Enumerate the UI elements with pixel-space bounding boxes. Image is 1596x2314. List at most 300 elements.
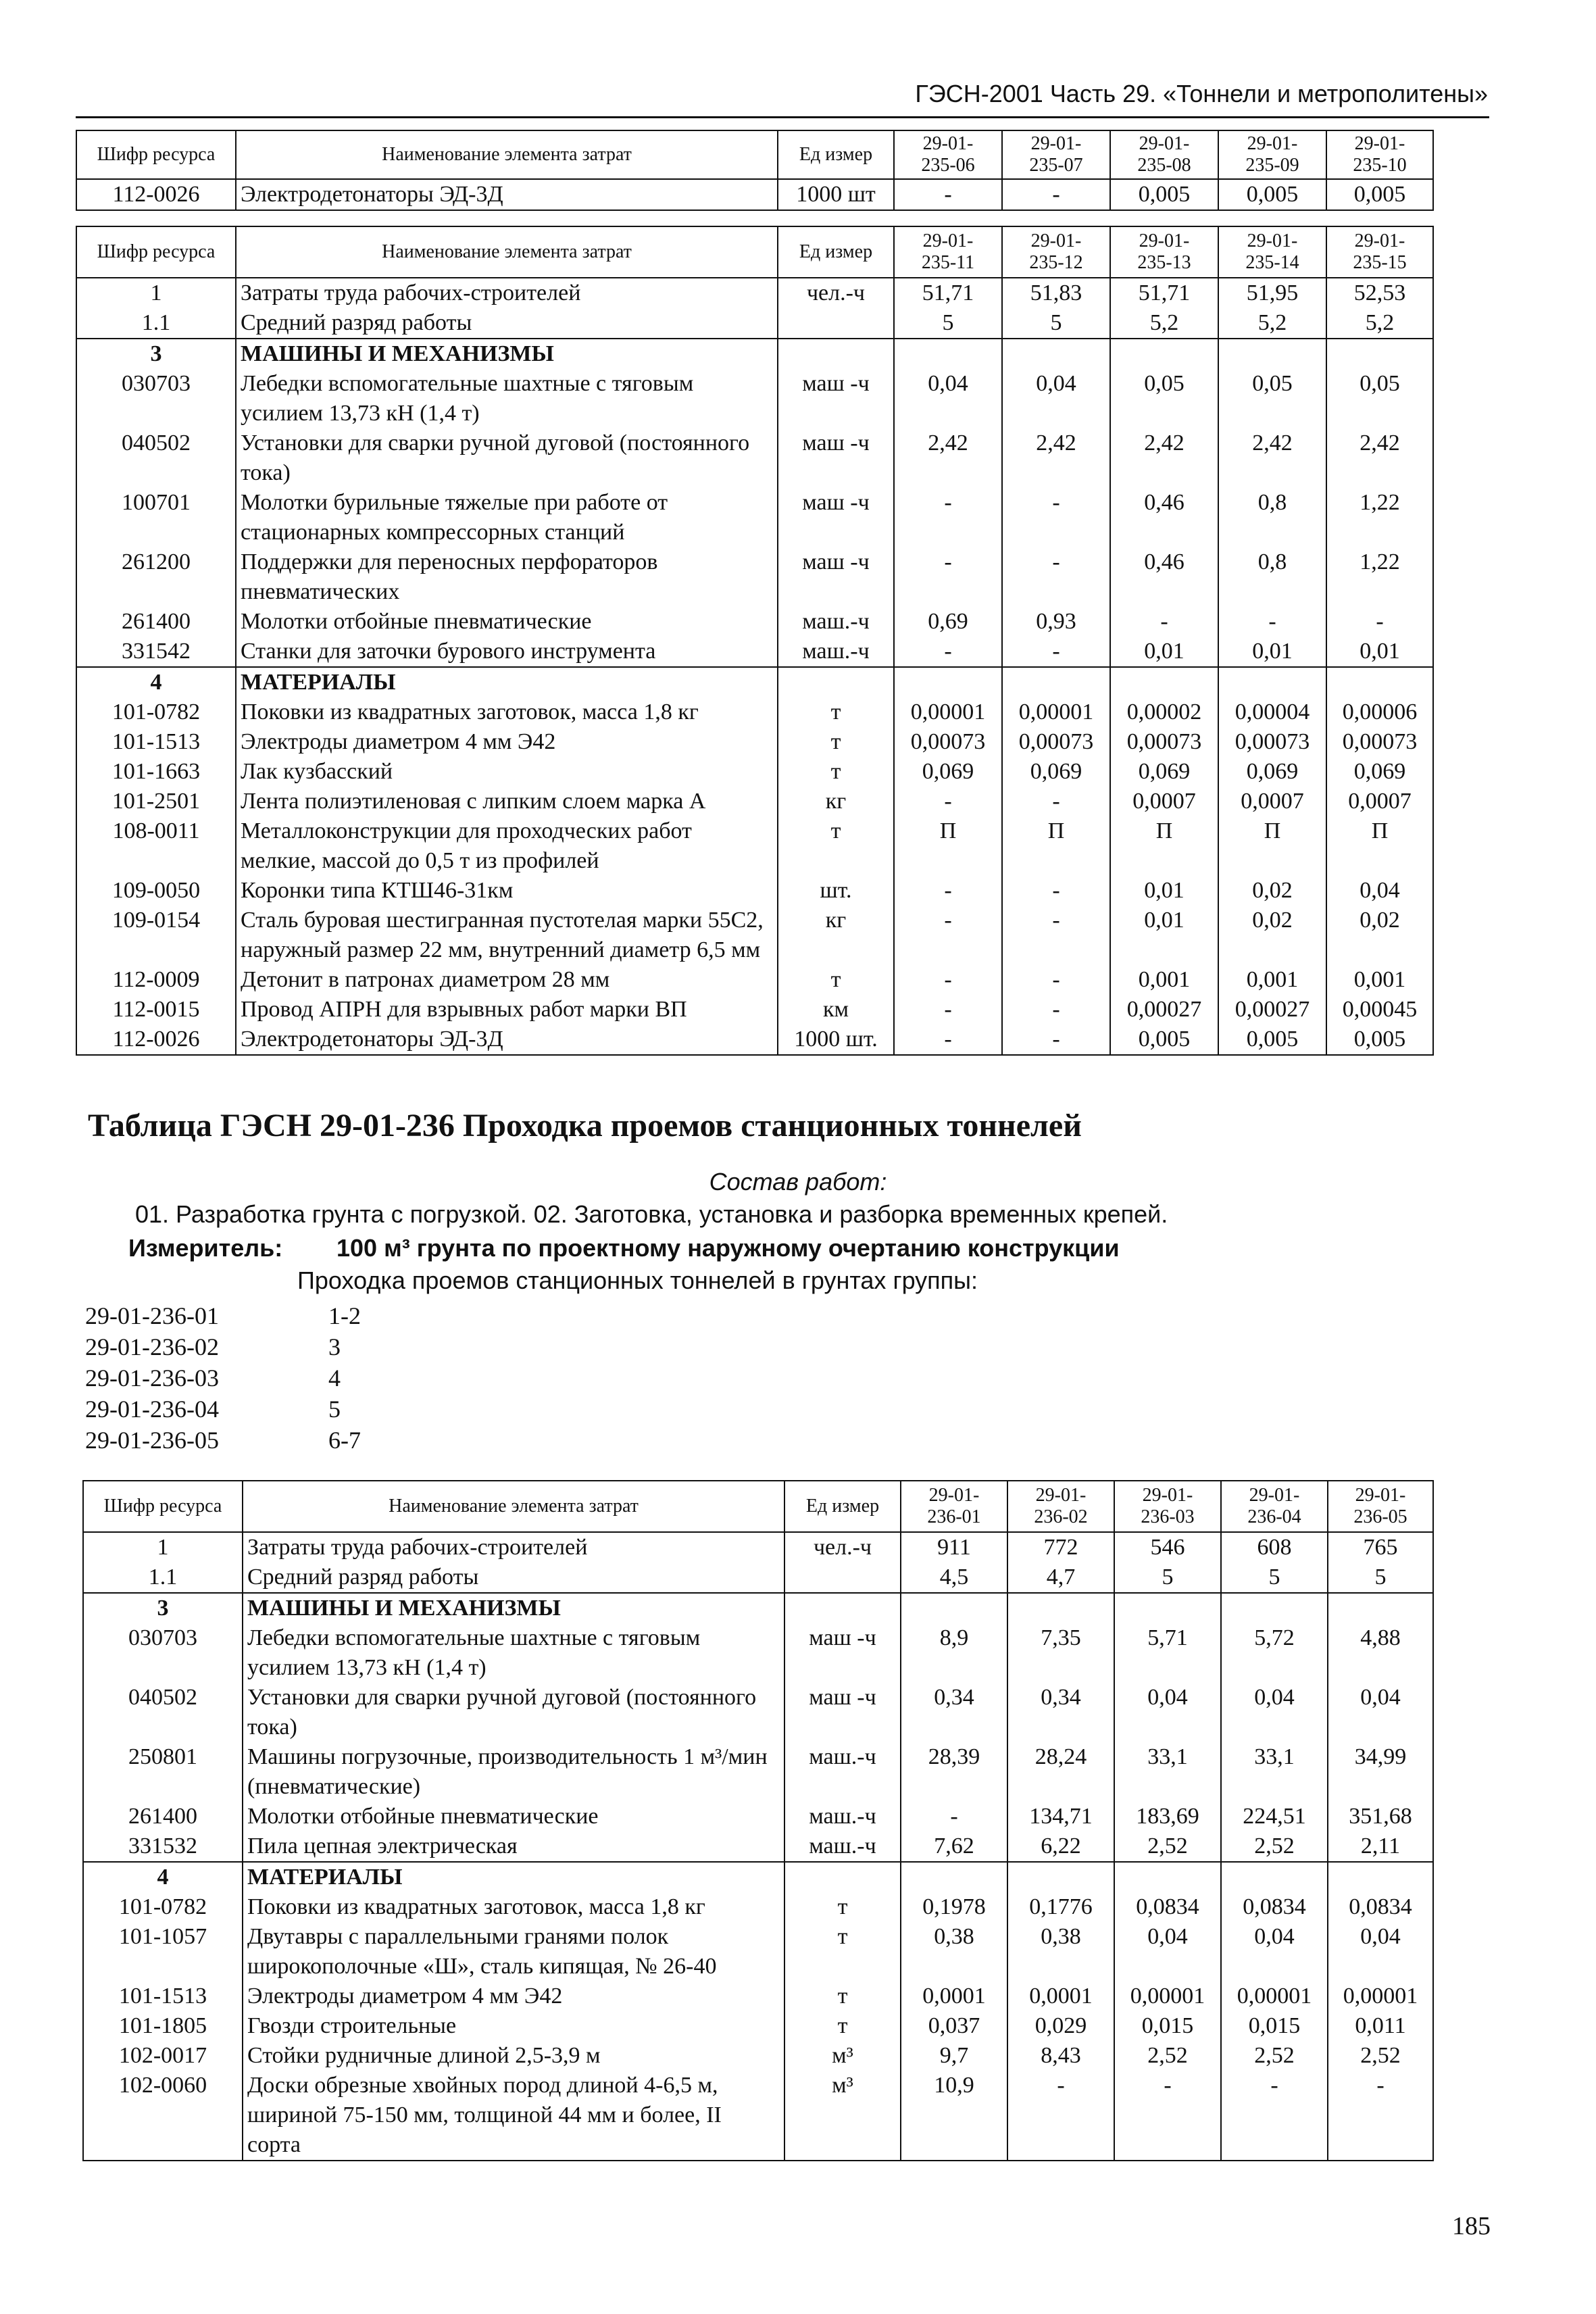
- value-cell: -: [894, 547, 1002, 607]
- value-cell: 34,99: [1328, 1742, 1433, 1802]
- table-row: [76, 278, 1433, 308]
- cost-item-name: Электродетонаторы ЭД-3Д: [236, 179, 778, 210]
- value-cell: 0,0007: [1326, 787, 1433, 816]
- value-cell: 5: [1114, 1562, 1221, 1593]
- cost-item-name: Гвозди строительные: [243, 2011, 784, 2041]
- unit: кг: [778, 787, 894, 816]
- cost-item-name: Средний разряд работы: [243, 1562, 784, 1593]
- resource-code: 1.1: [76, 308, 236, 339]
- unit: маш.-ч: [778, 607, 894, 637]
- column-header: 29-01- 235-08: [1110, 130, 1218, 179]
- value-cell: [1110, 667, 1218, 697]
- resource-code: 030703: [76, 369, 236, 428]
- cost-item-name: Молотки отбойные пневматические: [243, 1802, 784, 1831]
- table-row: [83, 1623, 1433, 1683]
- value-cell: -: [1218, 607, 1326, 637]
- unit: кг: [778, 906, 894, 965]
- cost-item-name: Затраты труда рабочих-строителей: [236, 278, 778, 308]
- resource-code: 112-0015: [76, 995, 236, 1025]
- value-cell: 0,001: [1110, 965, 1218, 995]
- table-row: [76, 667, 1433, 697]
- norm-code: 29-01-236-01: [85, 1302, 219, 1329]
- cost-item-name: Установки для сварки ручной дуговой (постоянного тока): [236, 428, 778, 488]
- value-cell: 546: [1114, 1532, 1221, 1562]
- value-cell: 4,5: [901, 1562, 1007, 1593]
- value-cell: 0,00004: [1218, 697, 1326, 727]
- table-header-row: [83, 1481, 1433, 1532]
- value-cell: 0,04: [1114, 1922, 1221, 1981]
- value-cell: 5,2: [1110, 308, 1218, 339]
- value-cell: 0,069: [894, 757, 1002, 787]
- value-cell: 5,72: [1221, 1623, 1328, 1683]
- table-row: [76, 369, 1433, 428]
- value-cell: 0,0834: [1221, 1892, 1328, 1922]
- value-cell: 5: [1328, 1562, 1433, 1593]
- table-row: [76, 816, 1433, 876]
- value-cell: 28,24: [1007, 1742, 1114, 1802]
- column-header: 29-01- 235-15: [1326, 226, 1433, 278]
- unit: [778, 339, 894, 369]
- value-cell: 7,62: [901, 1831, 1007, 1862]
- unit: т: [784, 1922, 901, 1981]
- value-cell: 5,2: [1326, 308, 1433, 339]
- resource-code: 112-0026: [76, 1025, 236, 1055]
- table-row: [83, 1532, 1433, 1562]
- value-cell: П: [894, 816, 1002, 876]
- value-cell: 0,069: [1218, 757, 1326, 787]
- value-cell: 2,42: [1326, 428, 1433, 488]
- unit: маш.-ч: [778, 637, 894, 667]
- value-cell: 0,01: [1110, 906, 1218, 965]
- value-cell: 51,71: [1110, 278, 1218, 308]
- cost-item-name: Лента полиэтиленовая с липким слоем марка А: [236, 787, 778, 816]
- table-row: [76, 1025, 1433, 1055]
- value-cell: -: [1007, 2071, 1114, 2161]
- cost-item-name: Установки для сварки ручной дуговой (постоянного тока): [243, 1683, 784, 1742]
- column-header: 29-01- 236-01: [901, 1481, 1007, 1532]
- value-cell: 0,001: [1326, 965, 1433, 995]
- table-row: [76, 488, 1433, 547]
- ground-group: 3: [328, 1333, 341, 1360]
- value-cell: 0,005: [1218, 179, 1326, 210]
- value-cell: 0,01: [1110, 876, 1218, 906]
- column-header: 29-01- 236-03: [1114, 1481, 1221, 1532]
- value-cell: 8,9: [901, 1623, 1007, 1683]
- resource-code: 040502: [83, 1683, 243, 1742]
- value-cell: -: [894, 906, 1002, 965]
- value-cell: 9,7: [901, 2041, 1007, 2071]
- value-cell: 0,00073: [1326, 727, 1433, 757]
- ground-group: 5: [328, 1396, 341, 1423]
- column-header: 29-01- 235-07: [1002, 130, 1110, 179]
- value-cell: -: [894, 179, 1002, 210]
- column-header: Наименование элемента затрат: [236, 226, 778, 278]
- resource-code: 109-0154: [76, 906, 236, 965]
- value-cell: [1007, 1862, 1114, 1892]
- value-cell: 0,02: [1218, 876, 1326, 906]
- value-cell: 0,00001: [894, 697, 1002, 727]
- value-cell: -: [1002, 995, 1110, 1025]
- value-cell: 0,34: [901, 1683, 1007, 1742]
- value-cell: 0,011: [1328, 2011, 1433, 2041]
- code-group-list: [85, 1300, 361, 1456]
- column-header: 29-01- 235-11: [894, 226, 1002, 278]
- value-cell: -: [1326, 607, 1433, 637]
- value-cell: 183,69: [1114, 1802, 1221, 1831]
- unit: маш.-ч: [784, 1831, 901, 1862]
- value-cell: 0,34: [1007, 1683, 1114, 1742]
- column-header: 29-01- 235-14: [1218, 226, 1326, 278]
- value-cell: -: [1002, 179, 1110, 210]
- meter-label: Измеритель:: [128, 1234, 283, 1262]
- value-cell: 2,52: [1114, 1831, 1221, 1862]
- value-cell: 5: [1002, 308, 1110, 339]
- value-cell: 0,04: [894, 369, 1002, 428]
- code-group-item: [85, 1362, 361, 1394]
- value-cell: -: [1002, 1025, 1110, 1055]
- value-cell: 51,95: [1218, 278, 1326, 308]
- resource-code: 101-0782: [76, 697, 236, 727]
- value-cell: 2,52: [1328, 2041, 1433, 2071]
- value-cell: -: [1002, 547, 1110, 607]
- column-header: Ед измер: [778, 130, 894, 179]
- column-header: Шифр ресурса: [76, 226, 236, 278]
- value-cell: 0,00073: [1110, 727, 1218, 757]
- table-row: [76, 339, 1433, 369]
- column-header: 29-01- 236-05: [1328, 1481, 1433, 1532]
- value-cell: 0,05: [1218, 369, 1326, 428]
- unit: т: [778, 816, 894, 876]
- cost-item-name: МАШИНЫ И МЕХАНИЗМЫ: [236, 339, 778, 369]
- cost-item-name: Молотки отбойные пневматические: [236, 607, 778, 637]
- cost-item-name: Электроды диаметром 4 мм Э42: [243, 1981, 784, 2011]
- unit: маш -ч: [778, 547, 894, 607]
- value-cell: 0,04: [1328, 1922, 1433, 1981]
- value-cell: -: [894, 488, 1002, 547]
- value-cell: 2,42: [1002, 428, 1110, 488]
- column-header: Ед измер: [778, 226, 894, 278]
- unit: [778, 308, 894, 339]
- unit: 1000 шт.: [778, 1025, 894, 1055]
- unit: км: [778, 995, 894, 1025]
- ground-group: 6-7: [328, 1427, 361, 1454]
- resource-code: 250801: [83, 1742, 243, 1802]
- value-cell: [894, 667, 1002, 697]
- resource-code: 4: [83, 1862, 243, 1892]
- cost-item-name: Поковки из квадратных заготовок, масса 1,8 кг: [243, 1892, 784, 1922]
- value-cell: 51,83: [1002, 278, 1110, 308]
- value-cell: -: [1002, 787, 1110, 816]
- unit: м³: [784, 2071, 901, 2161]
- cost-item-name: МАТЕРИАЛЫ: [243, 1862, 784, 1892]
- value-cell: 0,1776: [1007, 1892, 1114, 1922]
- resource-code: 3: [83, 1593, 243, 1623]
- value-cell: -: [894, 995, 1002, 1025]
- resource-code: 3: [76, 339, 236, 369]
- resource-code: 1.1: [83, 1562, 243, 1593]
- value-cell: -: [1002, 637, 1110, 667]
- value-cell: 0,38: [1007, 1922, 1114, 1981]
- unit: [784, 1593, 901, 1623]
- value-cell: [1114, 1862, 1221, 1892]
- table-row: [83, 1892, 1433, 1922]
- unit: чел.-ч: [784, 1532, 901, 1562]
- resource-table-235-06-10: [76, 130, 1434, 211]
- resource-code: 331542: [76, 637, 236, 667]
- column-header: Шифр ресурса: [76, 130, 236, 179]
- value-cell: [1221, 1862, 1328, 1892]
- unit: т: [784, 2011, 901, 2041]
- cost-item-name: МАТЕРИАЛЫ: [236, 667, 778, 697]
- value-cell: 0,01: [1110, 637, 1218, 667]
- code-group-item: [85, 1331, 361, 1362]
- cost-item-name: Электродетонаторы ЭД-3Д: [236, 1025, 778, 1055]
- resource-code: 112-0026: [76, 179, 236, 210]
- value-cell: [1328, 1593, 1433, 1623]
- value-cell: 0,00073: [1218, 727, 1326, 757]
- resource-code: 101-1805: [83, 2011, 243, 2041]
- value-cell: [1218, 667, 1326, 697]
- value-cell: -: [894, 787, 1002, 816]
- value-cell: -: [894, 965, 1002, 995]
- table-row: [83, 1802, 1433, 1831]
- cost-item-name: Затраты труда рабочих-строителей: [243, 1532, 784, 1562]
- value-cell: 0,04: [1221, 1922, 1328, 1981]
- norm-code: 29-01-236-04: [85, 1396, 219, 1423]
- cost-item-name: МАШИНЫ И МЕХАНИЗМЫ: [243, 1593, 784, 1623]
- value-cell: 0,069: [1326, 757, 1433, 787]
- table-row: [83, 1593, 1433, 1623]
- column-header: Ед измер: [784, 1481, 901, 1532]
- unit: шт.: [778, 876, 894, 906]
- value-cell: 0,0834: [1328, 1892, 1433, 1922]
- value-cell: 8,43: [1007, 2041, 1114, 2071]
- column-header: 29-01- 236-04: [1221, 1481, 1328, 1532]
- value-cell: 0,46: [1110, 488, 1218, 547]
- resource-code: 261200: [76, 547, 236, 607]
- resource-code: 1: [83, 1532, 243, 1562]
- value-cell: -: [1002, 906, 1110, 965]
- running-header: ГЭСН-2001 Часть 29. «Тоннели и метрополитены»: [915, 80, 1488, 107]
- value-cell: 2,11: [1328, 1831, 1433, 1862]
- table-row: [76, 787, 1433, 816]
- cost-item-name: Станки для заточки бурового инструмента: [236, 637, 778, 667]
- value-cell: 0,05: [1110, 369, 1218, 428]
- table-row: [83, 2071, 1433, 2161]
- cost-item-name: Доски обрезные хвойных пород длиной 4-6,5 м, шириной 75-150 мм, толщиной 44 мм и более, II сорта: [243, 2071, 784, 2161]
- norm-code: 29-01-236-05: [85, 1427, 219, 1454]
- value-cell: 5,71: [1114, 1623, 1221, 1683]
- value-cell: 0,00073: [894, 727, 1002, 757]
- value-cell: 2,52: [1114, 2041, 1221, 2071]
- resource-code: 102-0060: [83, 2071, 243, 2161]
- unit: т: [778, 965, 894, 995]
- value-cell: 0,00073: [1002, 727, 1110, 757]
- value-cell: [1326, 667, 1433, 697]
- table-row: [83, 1922, 1433, 1981]
- table-row: [76, 607, 1433, 637]
- cost-item-name: Металлоконструкции для проходческих работ мелкие, массой до 0,5 т из профилей: [236, 816, 778, 876]
- composition-text: 01. Разработка грунта с погрузкой. 02. Заготовка, установка и разборка временных крепей.: [135, 1200, 1168, 1228]
- value-cell: П: [1002, 816, 1110, 876]
- cost-item-name: Средний разряд работы: [236, 308, 778, 339]
- table-row: [76, 995, 1433, 1025]
- cost-item-name: Лебедки вспомогательные шахтные с тяговым усилием 13,73 кН (1,4 т): [236, 369, 778, 428]
- norm-code: 29-01-236-03: [85, 1364, 219, 1392]
- table-row: [83, 1742, 1433, 1802]
- value-cell: [1114, 1593, 1221, 1623]
- value-cell: 0,38: [901, 1922, 1007, 1981]
- value-cell: 0,00002: [1110, 697, 1218, 727]
- value-cell: 5,2: [1218, 308, 1326, 339]
- unit: [784, 1862, 901, 1892]
- value-cell: 0,00027: [1110, 995, 1218, 1025]
- value-cell: 0,04: [1002, 369, 1110, 428]
- value-cell: [1007, 1593, 1114, 1623]
- column-header: Наименование элемента затрат: [243, 1481, 784, 1532]
- value-cell: 0,02: [1218, 906, 1326, 965]
- resource-code: 101-0782: [83, 1892, 243, 1922]
- value-cell: 0,0007: [1110, 787, 1218, 816]
- value-cell: 0,8: [1218, 547, 1326, 607]
- cost-item-name: Пила цепная электрическая: [243, 1831, 784, 1862]
- unit: т: [778, 727, 894, 757]
- value-cell: 0,069: [1002, 757, 1110, 787]
- value-cell: [1002, 667, 1110, 697]
- resource-code: 101-1513: [83, 1981, 243, 2011]
- column-header: 29-01- 235-12: [1002, 226, 1110, 278]
- value-cell: -: [901, 1802, 1007, 1831]
- table-row: [83, 1831, 1433, 1862]
- value-cell: 608: [1221, 1532, 1328, 1562]
- table-row: [76, 637, 1433, 667]
- value-cell: 28,39: [901, 1742, 1007, 1802]
- value-cell: 5: [1221, 1562, 1328, 1593]
- value-cell: 10,9: [901, 2071, 1007, 2161]
- value-cell: 0,0001: [1007, 1981, 1114, 2011]
- table-row: [76, 547, 1433, 607]
- value-cell: П: [1218, 816, 1326, 876]
- unit: [778, 667, 894, 697]
- value-cell: 5: [894, 308, 1002, 339]
- cost-item-name: Лак кузбасский: [236, 757, 778, 787]
- table-header-row: [76, 130, 1433, 179]
- table-row: [83, 1981, 1433, 2011]
- cost-item-name: Коронки типа КТШ46-31км: [236, 876, 778, 906]
- cost-item-name: Поковки из квадратных заготовок, масса 1,8 кг: [236, 697, 778, 727]
- value-cell: 2,42: [1218, 428, 1326, 488]
- cost-item-name: Двутавры с параллельными гранями полок широкополочные «Ш», сталь кипящая, № 26-40: [243, 1922, 784, 1981]
- value-cell: [1326, 339, 1433, 369]
- resource-code: 101-1663: [76, 757, 236, 787]
- value-cell: 2,42: [894, 428, 1002, 488]
- unit: м³: [784, 2041, 901, 2071]
- value-cell: 134,71: [1007, 1802, 1114, 1831]
- value-cell: 0,005: [1218, 1025, 1326, 1055]
- unit: маш.-ч: [784, 1742, 901, 1802]
- value-cell: 0,00006: [1326, 697, 1433, 727]
- value-cell: 2,42: [1110, 428, 1218, 488]
- column-header: 29-01- 235-13: [1110, 226, 1218, 278]
- value-cell: -: [894, 1025, 1002, 1055]
- resource-code: 040502: [76, 428, 236, 488]
- table-row: [76, 428, 1433, 488]
- value-cell: 0,015: [1114, 2011, 1221, 2041]
- cost-item-name: Провод АПРН для взрывных работ марки ВП: [236, 995, 778, 1025]
- value-cell: 0,1978: [901, 1892, 1007, 1922]
- value-cell: [894, 339, 1002, 369]
- value-cell: 2,52: [1221, 2041, 1328, 2071]
- value-cell: 0,037: [901, 2011, 1007, 2041]
- value-cell: 0,01: [1218, 637, 1326, 667]
- value-cell: [1002, 339, 1110, 369]
- value-cell: 0,029: [1007, 2011, 1114, 2041]
- value-cell: 0,00001: [1114, 1981, 1221, 2011]
- value-cell: [901, 1862, 1007, 1892]
- value-cell: 4,88: [1328, 1623, 1433, 1683]
- unit: маш -ч: [784, 1623, 901, 1683]
- grounds-subtitle: Проходка проемов станционных тоннелей в грунтах группы:: [297, 1266, 978, 1294]
- value-cell: 0,04: [1114, 1683, 1221, 1742]
- resource-code: 101-1513: [76, 727, 236, 757]
- value-cell: 4,7: [1007, 1562, 1114, 1593]
- code-group-item: [85, 1300, 361, 1331]
- table-row: [76, 876, 1433, 906]
- code-group-item: [85, 1425, 361, 1456]
- code-group-item: [85, 1394, 361, 1425]
- ground-group: 4: [328, 1364, 341, 1392]
- resource-code: 101-2501: [76, 787, 236, 816]
- value-cell: 0,005: [1326, 1025, 1433, 1055]
- value-cell: -: [1002, 965, 1110, 995]
- resource-code: 108-0011: [76, 816, 236, 876]
- table-row: [76, 757, 1433, 787]
- table-row: [76, 906, 1433, 965]
- value-cell: 0,0834: [1114, 1892, 1221, 1922]
- value-cell: 0,0001: [901, 1981, 1007, 2011]
- table-row: [76, 965, 1433, 995]
- value-cell: [1218, 339, 1326, 369]
- value-cell: 772: [1007, 1532, 1114, 1562]
- value-cell: 0,04: [1328, 1683, 1433, 1742]
- cost-item-name: Электроды диаметром 4 мм Э42: [236, 727, 778, 757]
- value-cell: 51,71: [894, 278, 1002, 308]
- section-title: Таблица ГЭСН 29-01-236 Проходка проемов станционных тоннелей: [88, 1108, 1082, 1143]
- meter-text: 100 м³ грунта по проектному наружному очертанию конструкции: [336, 1234, 1120, 1262]
- table-row: [83, 2011, 1433, 2041]
- value-cell: 0,00001: [1328, 1981, 1433, 2011]
- value-cell: [1221, 1593, 1328, 1623]
- unit: маш -ч: [778, 369, 894, 428]
- cost-item-name: Детонит в патронах диаметром 28 мм: [236, 965, 778, 995]
- cost-item-name: Стойки рудничные длиной 2,5-3,9 м: [243, 2041, 784, 2071]
- composition-label: Состав работ:: [709, 1168, 887, 1196]
- resource-code: 261400: [83, 1802, 243, 1831]
- value-cell: 0,005: [1326, 179, 1433, 210]
- value-cell: 765: [1328, 1532, 1433, 1562]
- value-cell: 7,35: [1007, 1623, 1114, 1683]
- resource-code: 100701: [76, 488, 236, 547]
- table-row: [83, 1562, 1433, 1593]
- ground-group: 1-2: [328, 1302, 361, 1329]
- value-cell: 52,53: [1326, 278, 1433, 308]
- cost-item-name: Сталь буровая шестигранная пустотелая марки 55С2, наружный размер 22 мм, внутренний диаметр 6,5 мм: [236, 906, 778, 965]
- resource-code: 102-0017: [83, 2041, 243, 2071]
- norm-code: 29-01-236-02: [85, 1333, 219, 1360]
- value-cell: [1328, 1862, 1433, 1892]
- table-row: [83, 1862, 1433, 1892]
- table-header-row: [76, 226, 1433, 278]
